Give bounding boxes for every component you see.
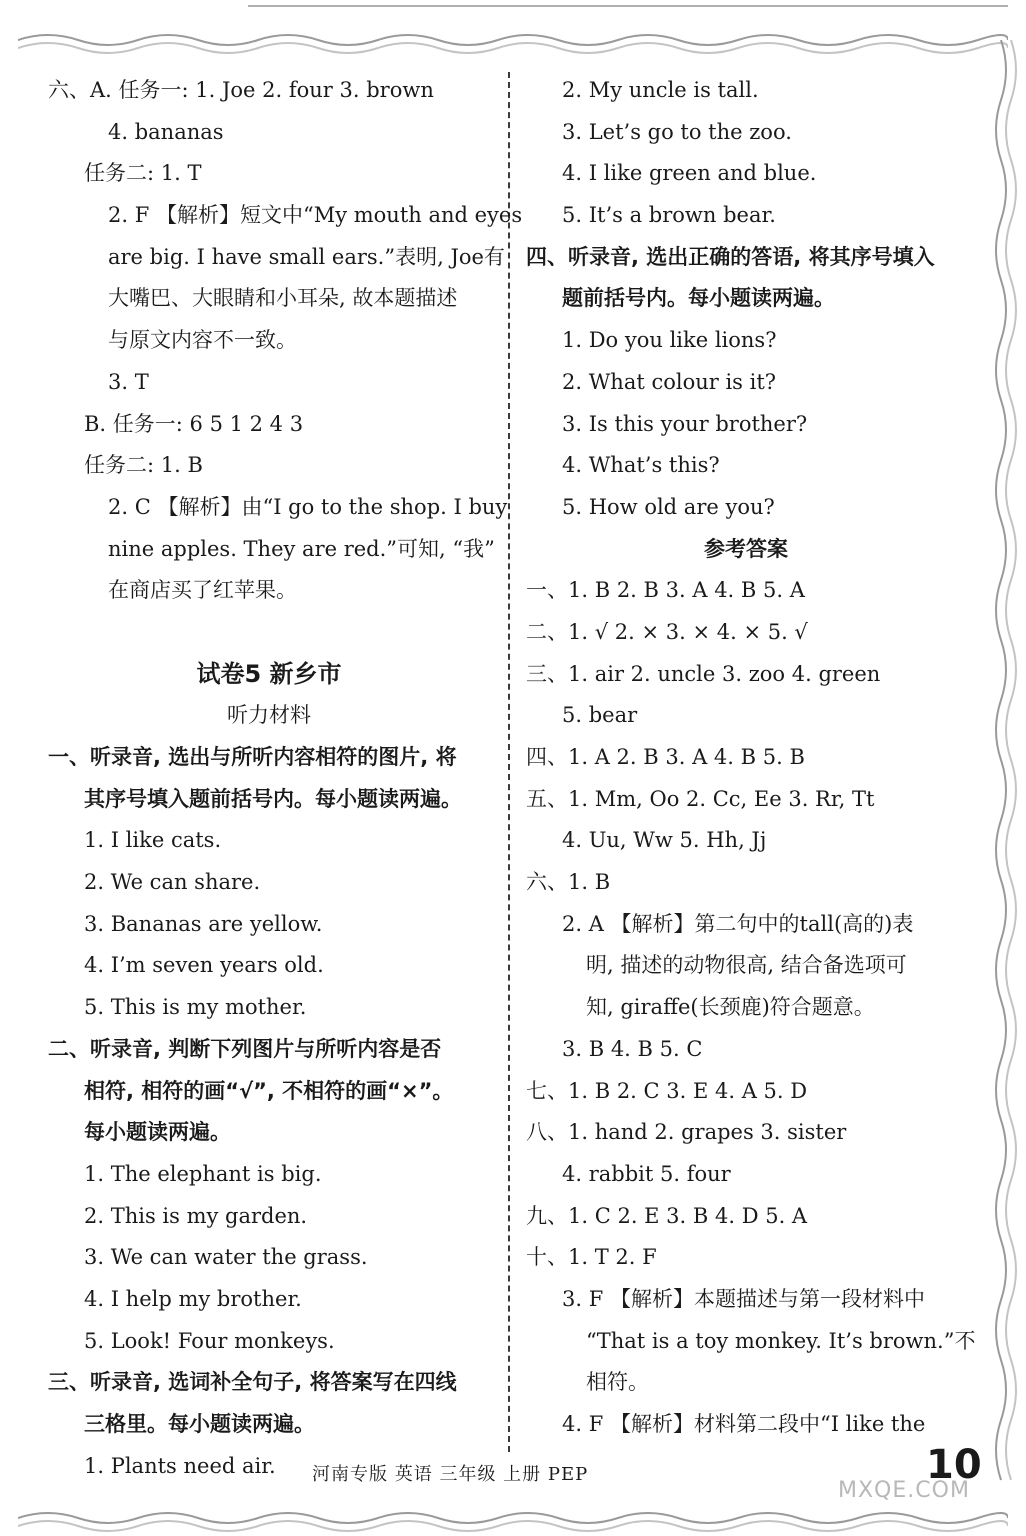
- script-line: 4. What’s this?: [562, 453, 720, 478]
- answer-line: 三、1. air 2. uncle 3. zoo 4. green: [526, 661, 881, 686]
- answer-line: 十、1. T 2. F: [526, 1245, 657, 1270]
- script-line: 1. Do you like lions?: [562, 328, 777, 353]
- script-line: 2. This is my garden.: [84, 1203, 308, 1228]
- script-line: 4. I like green and blue.: [562, 161, 817, 186]
- script-line: 3. Let’s go to the zoo.: [562, 119, 792, 144]
- answer-key-title: 参考答案: [704, 536, 788, 561]
- explanation-line: 明, 描述的动物很高, 结合备选项可: [586, 953, 907, 978]
- script-line: 5. Look! Four monkeys.: [84, 1328, 335, 1353]
- explanation-line: 4. F 【解析】材料第二段中“I like the: [562, 1412, 926, 1436]
- question-heading: 三、听录音, 选词补全句子, 将答案写在四线: [48, 1370, 457, 1395]
- answer-line: 一、1. B 2. B 3. A 4. B 5. A: [526, 578, 805, 603]
- explanation-line: are big. I have small ears.”表明, Joe有: [108, 244, 505, 269]
- answer-line: 二、1. √ 2. × 3. × 4. × 5. √: [526, 619, 808, 644]
- script-line: 3. Bananas are yellow.: [84, 911, 323, 936]
- script-line: 2. We can share.: [84, 870, 261, 895]
- question-heading: 相符, 相符的画“√”, 不相符的画“×”。: [84, 1078, 454, 1103]
- explanation-line: 在商店买了红苹果。: [108, 578, 297, 603]
- explanation-line: 2. C 【解析】由“I go to the shop. I buy: [108, 494, 508, 519]
- question-heading: 每小题读两遍。: [84, 1120, 231, 1145]
- watermark: MXQE.COM: [838, 1478, 970, 1503]
- explanation-line: 与原文内容不一致。: [108, 328, 297, 353]
- explanation-line: nine apples. They are red.”可知, “我”: [108, 536, 495, 561]
- script-line: 2. What colour is it?: [562, 369, 777, 394]
- explanation-line: “That is a toy monkey. It’s brown.”不: [586, 1328, 976, 1353]
- answer-line: 七、1. B 2. C 3. E 4. A 5. D: [526, 1078, 808, 1103]
- left-column: [48, 70, 523, 1487]
- right-border-decoration: [981, 40, 1026, 1510]
- explanation-line: 知, giraffe(长颈鹿)符合题意。: [586, 995, 875, 1020]
- column-divider: [508, 72, 510, 1452]
- question-heading: 三格里。每小题读两遍。: [84, 1412, 315, 1436]
- answer-line: 3. T: [108, 369, 149, 394]
- answer-line: 任务二: 1. B: [84, 453, 203, 478]
- answer-line: 5. bear: [562, 703, 638, 728]
- answer-line: B. 任务一: 6 5 1 2 4 3: [84, 411, 304, 436]
- script-line: 5. How old are you?: [562, 494, 775, 519]
- answer-line: 六、1. B: [526, 870, 611, 895]
- top-border-decoration: [18, 0, 1008, 70]
- script-line: 5. It’s a brown bear.: [562, 203, 776, 228]
- explanation-line: 3. F 【解析】本题描述与第一段材料中: [562, 1286, 925, 1311]
- question-heading: 四、听录音, 选出正确的答语, 将其序号填入: [526, 244, 935, 269]
- explanation-line: 2. A 【解析】第二句中的tall(高的)表: [562, 911, 914, 936]
- spacer: [48, 612, 490, 654]
- script-line: 3. We can water the grass.: [84, 1245, 368, 1270]
- answer-line: 4. Uu, Ww 5. Hh, Jj: [562, 828, 767, 853]
- question-heading: 题前括号内。每小题读两遍。: [562, 286, 835, 311]
- answer-line: 四、1. A 2. B 3. A 4. B 5. B: [526, 745, 805, 769]
- answer-line: 3. B 4. B 5. C: [562, 1036, 703, 1061]
- script-line: 4. I’m seven years old.: [84, 953, 324, 978]
- explanation-line: 2. F 【解析】短文中“My mouth and eyes: [108, 203, 523, 228]
- script-line: 4. I help my brother.: [84, 1286, 302, 1311]
- explanation-line: 大嘴巴、大眼睛和小耳朵, 故本题描述: [108, 286, 458, 311]
- question-heading: 其序号填入题前括号内。每小题读两遍。: [84, 786, 462, 811]
- answer-line: 4. bananas: [108, 119, 224, 144]
- explanation-line: 相符。: [586, 1370, 649, 1395]
- answer-line: 八、1. hand 2. grapes 3. sister: [526, 1120, 847, 1145]
- page-footer: 河南专版 英语 三年级 上册 PEP: [312, 1464, 589, 1485]
- answer-line: 六、A. 任务一: 1. Joe 2. four 3. brown: [48, 78, 434, 102]
- script-line: 1. Plants need air.: [84, 1453, 276, 1478]
- right-column: [526, 70, 976, 1446]
- question-heading: 二、听录音, 判断下列图片与所听内容是否: [48, 1036, 442, 1061]
- section-subtitle: 听力材料: [227, 703, 311, 728]
- answer-line: 4. rabbit 5. four: [562, 1161, 731, 1186]
- answer-line: 五、1. Mm, Oo 2. Cc, Ee 3. Rr, Tt: [526, 786, 875, 811]
- script-line: 1. The elephant is big.: [84, 1161, 322, 1186]
- question-heading: 一、听录音, 选出与所听内容相符的图片, 将: [48, 745, 457, 769]
- answer-line: 九、1. C 2. E 3. B 4. D 5. A: [526, 1203, 808, 1228]
- script-line: 3. Is this your brother?: [562, 411, 808, 436]
- page-number: 10: [926, 1442, 982, 1488]
- script-line: 2. My uncle is tall.: [562, 78, 759, 102]
- exam-title: 试卷5 新乡市: [196, 659, 342, 688]
- script-line: 1. I like cats.: [84, 828, 222, 853]
- answer-line: 任务二: 1. T: [84, 161, 202, 186]
- script-line: 5. This is my mother.: [84, 995, 307, 1020]
